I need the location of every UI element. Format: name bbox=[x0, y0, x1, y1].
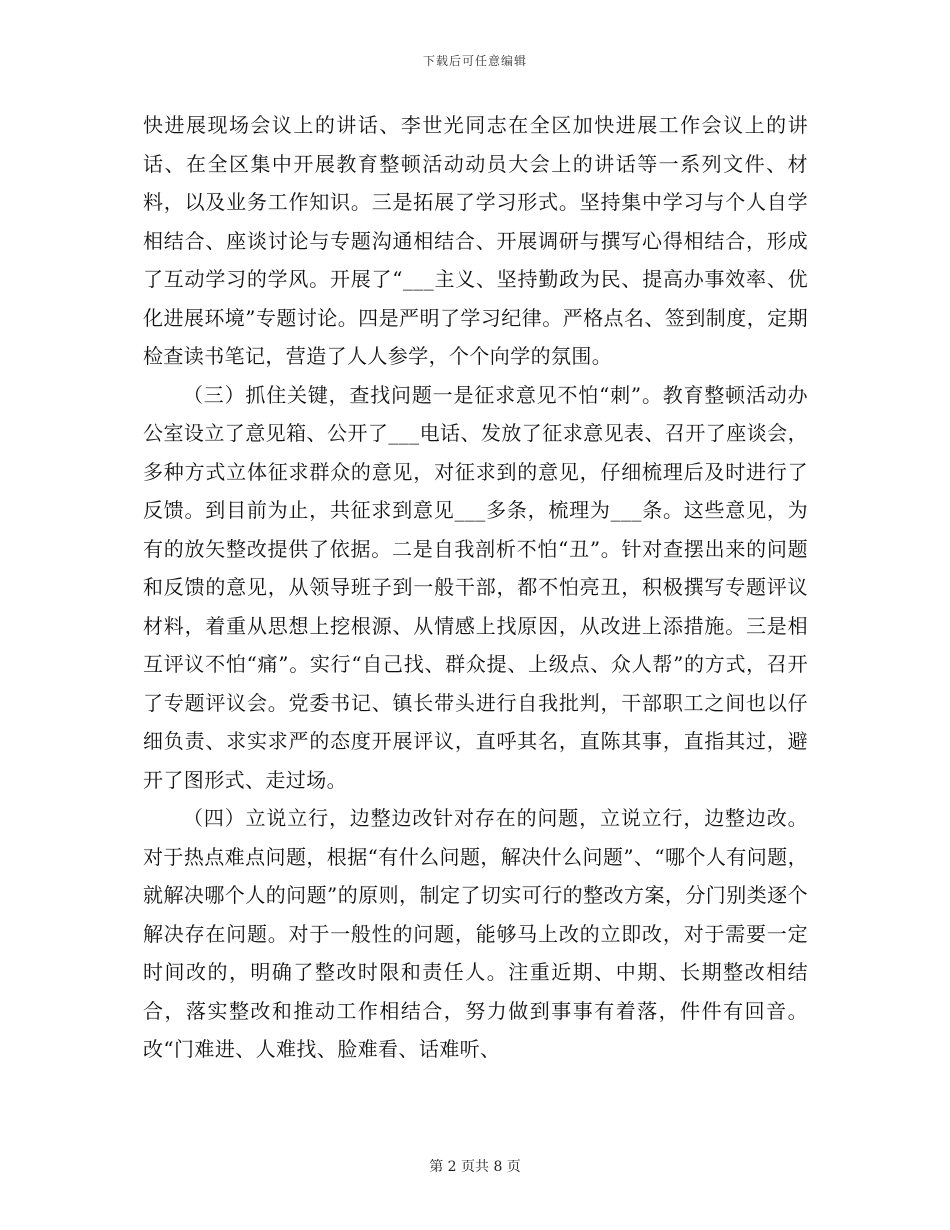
document-body bbox=[143, 106, 808, 1069]
paragraph-section-three: （三）抓住关键，查找问题一是征求意见不怕“刺”。教育整顿活动办公室设立了意见箱、公开了___电话、发放了征求意见表、召开了座谈会，多种方式立体征求群众的意见，对征求到的意见，仔细梳理后及时进行了反馈。到目前为止，共征求到意见___多条，梳理为___条。这些意见，为有的放矢整改提供了依据。二是自我剖析不怕“丑”。针对查摆出来的问题和反馈的意见，从领导班子到一般干部，都不怕亮丑，积极撰写专题评议材料，着重从思想上挖根源、从情感上找原因，从改进上添措施。三是相互评议不怕“痛”。实行“自己找、群众提、上级点、众人帮”的方式，召开了专题评议会。党委书记、镇长带头进行自我批判，干部职工之间也以仔细负责、求实求严的态度开展评议，直呼其名，直陈其事，直指其过，避开了图形式、走过场。 bbox=[143, 382, 808, 792]
paragraph-study-summary: 快进展现场会议上的讲话、李世光同志在全区加快进展工作会议上的讲话、在全区集中开展教育整顿活动动员大会上的讲话等一系列文件、材料，以及业务工作知识。三是拓展了学习形式。坚持集中学习与个人自学相结合、座谈讨论与专题沟通相结合、开展调研与撰写心得相结合，形成了互动学习的学风。开展了“___主义、坚持勤政为民、提高办事效率、优化进展环境”专题讨论。四是严明了学习纪律。严格点名、签到制度，定期检查读书笔记，营造了人人参学，个个向学的氛围。 bbox=[143, 113, 808, 368]
paragraph-section-four: （四）立说立行，边整边改针对存在的问题，立说立行，边整边改。对于热点难点问题，根据“有什么问题，解决什么问题”、“哪个人有问题，就解决哪个人的问题”的原则，制定了切实可行的整改方案，分门别类逐个解决存在问题。对于一般性的问题，能够马上改的立即改，对于需要一定时间改的，明确了整改时限和责任人。注重近期、中期、长期整改相结合，落实整改和推动工作相结合，努力做到事事有着落，件件有回音。改“门难进、人难找、脸难看、话难听、 bbox=[143, 806, 808, 1061]
page-header: 下载后可任意编辑 bbox=[422, 54, 527, 68]
page-number-footer: 第 2 页共 8 页 bbox=[429, 1159, 521, 1175]
